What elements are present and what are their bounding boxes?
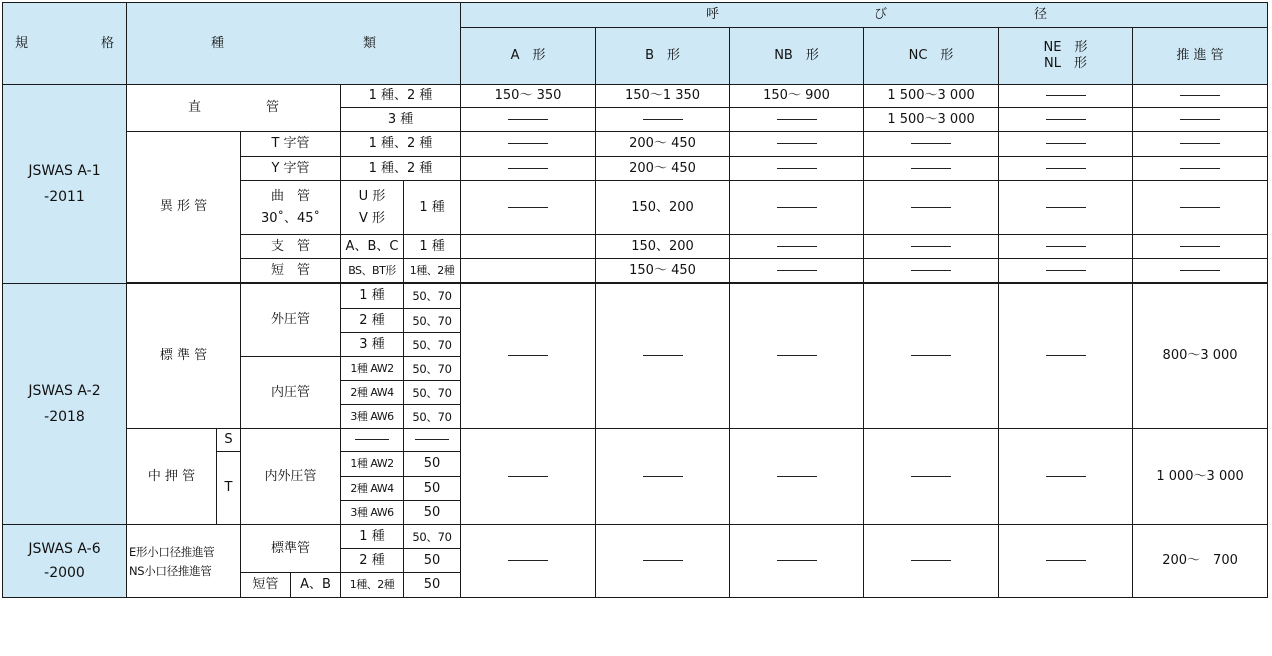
dash-cell bbox=[596, 429, 730, 525]
ns-small: NS小口径推進管 bbox=[129, 563, 212, 578]
dash-cell bbox=[1133, 85, 1268, 108]
aw2: 1種 AW2 bbox=[341, 357, 404, 381]
dash-cell bbox=[1133, 157, 1268, 181]
a6-s1: 1 種 bbox=[341, 525, 404, 549]
dash-cell bbox=[1133, 259, 1268, 283]
nakaoshi-kan: 中 押 管 bbox=[127, 429, 217, 525]
col-nb: NB 形 bbox=[730, 28, 864, 85]
a6-shu12: 1種、2種 bbox=[341, 573, 404, 598]
aw2-v: 50、70 bbox=[404, 357, 461, 381]
dash-cell bbox=[341, 429, 404, 452]
a6-tankan-row bbox=[241, 573, 341, 598]
yobi-1: 呼 bbox=[706, 7, 720, 22]
dash-cell bbox=[864, 181, 999, 235]
gaiatsu-kan: 外圧管 bbox=[241, 284, 341, 357]
dash-cell bbox=[864, 132, 999, 157]
cell: 150～ 900 bbox=[730, 85, 864, 108]
col-ne: NE 形 bbox=[1043, 40, 1088, 55]
tji-kan: T 字管 bbox=[241, 132, 341, 157]
dash-cell bbox=[999, 181, 1133, 235]
cell: 150、200 bbox=[596, 235, 730, 259]
aw6-v: 50、70 bbox=[404, 405, 461, 429]
std-a2-year: -2018 bbox=[44, 409, 85, 425]
uv-kei bbox=[341, 181, 404, 235]
suishin-a6: 200～ 700 bbox=[1133, 525, 1268, 598]
chokkan-shu3: 3 種 bbox=[341, 108, 461, 132]
shikan-abc: A、B、C bbox=[341, 235, 404, 259]
u-kei: U 形 bbox=[358, 188, 386, 204]
e-small: E形小口径推進管 bbox=[129, 544, 215, 559]
g3-v: 50、70 bbox=[404, 333, 461, 357]
a6-s2-v: 50 bbox=[404, 549, 461, 573]
header-kikaku bbox=[3, 3, 127, 85]
yji-kan: Y 字管 bbox=[241, 157, 341, 181]
cell: 150～ 350 bbox=[461, 85, 596, 108]
dash-cell bbox=[1133, 235, 1268, 259]
col-a: A 形 bbox=[461, 28, 596, 85]
empty-cell bbox=[461, 259, 596, 283]
dash-cell bbox=[730, 108, 864, 132]
dash-cell bbox=[730, 284, 864, 429]
kikaku-left: 規 bbox=[15, 35, 29, 51]
dash-cell bbox=[730, 157, 864, 181]
dash-cell bbox=[461, 181, 596, 235]
dash-cell bbox=[864, 525, 999, 598]
a6-s2: 2 種 bbox=[341, 549, 404, 573]
dash-cell bbox=[864, 284, 999, 429]
std-a1-year: -2011 bbox=[44, 189, 85, 205]
n-aw6-v: 50 bbox=[404, 501, 461, 525]
std-a2 bbox=[3, 284, 127, 525]
std-a6-year: -2000 bbox=[44, 565, 85, 581]
cell: 200～ 450 bbox=[596, 132, 730, 157]
dash-cell bbox=[461, 108, 596, 132]
cell: 200～ 450 bbox=[596, 157, 730, 181]
dash-cell bbox=[461, 284, 596, 429]
n-aw2-v: 50 bbox=[404, 452, 461, 477]
g1-v: 50、70 bbox=[404, 284, 461, 309]
a6-s1-v: 50、70 bbox=[404, 525, 461, 549]
v-kei: V 形 bbox=[358, 210, 386, 226]
dash-cell bbox=[461, 525, 596, 598]
aw4-v: 50、70 bbox=[404, 381, 461, 405]
yji-shu: 1 種、2 種 bbox=[341, 157, 461, 181]
shurui-left: 種 bbox=[211, 35, 225, 51]
dash-cell bbox=[461, 429, 596, 525]
ikei-kan: 異 形 管 bbox=[127, 132, 241, 283]
aw4: 2種 AW4 bbox=[341, 381, 404, 405]
n-aw2: 1種 AW2 bbox=[341, 452, 404, 477]
tankan: 短 管 bbox=[241, 259, 341, 283]
dash-cell bbox=[864, 259, 999, 283]
dash-cell bbox=[596, 284, 730, 429]
kyoku-kan bbox=[241, 181, 341, 235]
suishin-a2-1: 800～3 000 bbox=[1133, 284, 1268, 429]
naiatsu-kan: 内圧管 bbox=[241, 357, 341, 429]
dash-cell bbox=[730, 132, 864, 157]
header-yobikei bbox=[461, 3, 1268, 28]
kikaku-right: 格 bbox=[100, 35, 114, 51]
suishin-a2-2: 1 000～3 000 bbox=[1133, 429, 1268, 525]
dash-cell bbox=[864, 429, 999, 525]
n-aw4: 2種 AW4 bbox=[341, 477, 404, 501]
chokkan-shu12: 1 種、2 種 bbox=[341, 85, 461, 108]
dash-cell bbox=[1133, 181, 1268, 235]
shikan-shu: 1 種 bbox=[404, 235, 461, 259]
cell: 150～ 450 bbox=[596, 259, 730, 283]
dash-cell bbox=[864, 157, 999, 181]
empty-cell bbox=[461, 235, 596, 259]
chokkan: 直 管 bbox=[127, 85, 341, 132]
std-a6 bbox=[3, 525, 127, 598]
dash-cell bbox=[999, 284, 1133, 429]
dash-cell bbox=[730, 525, 864, 598]
g1: 1 種 bbox=[341, 284, 404, 309]
std-a6-name: JSWAS A-6 bbox=[28, 541, 101, 557]
dash-cell bbox=[461, 132, 596, 157]
dash-cell bbox=[999, 235, 1133, 259]
col-b: B 形 bbox=[596, 28, 730, 85]
col-nc: NC 形 bbox=[864, 28, 999, 85]
g2-v: 50、70 bbox=[404, 309, 461, 333]
small-dia bbox=[127, 525, 241, 598]
cell: 1 500～3 000 bbox=[864, 108, 999, 132]
std-a1-name: JSWAS A-1 bbox=[28, 163, 101, 179]
dash-cell bbox=[1133, 132, 1268, 157]
g2: 2 種 bbox=[341, 309, 404, 333]
pipe-spec-table bbox=[2, 2, 1268, 598]
yobi-3: 径 bbox=[1034, 7, 1048, 22]
hyojun-kan: 標 準 管 bbox=[127, 284, 241, 429]
dash-cell bbox=[461, 157, 596, 181]
dash-cell bbox=[730, 259, 864, 283]
aw6: 3種 AW6 bbox=[341, 405, 404, 429]
dash-cell bbox=[596, 108, 730, 132]
dash-cell bbox=[999, 525, 1133, 598]
kyoku-shu: 1 種 bbox=[404, 181, 461, 235]
tji-shu: 1 種、2 種 bbox=[341, 132, 461, 157]
col-suishin: 推 進 管 bbox=[1133, 28, 1268, 85]
t-mark: T bbox=[217, 452, 241, 525]
cell: 150、200 bbox=[596, 181, 730, 235]
dash-cell bbox=[999, 157, 1133, 181]
s-mark: S bbox=[217, 429, 241, 452]
kyoku-label: 曲 管 bbox=[270, 188, 310, 204]
col-ne-nl bbox=[999, 28, 1133, 85]
g3: 3 種 bbox=[341, 333, 404, 357]
a6-tankan: 短管 bbox=[241, 573, 291, 597]
dash-cell bbox=[864, 235, 999, 259]
std-a2-name: JSWAS A-2 bbox=[28, 383, 101, 399]
naigai-kan: 内外圧管 bbox=[241, 429, 341, 525]
a6-ab: A、B bbox=[300, 577, 331, 592]
dash-cell bbox=[999, 132, 1133, 157]
dash-cell bbox=[999, 108, 1133, 132]
n-aw4-v: 50 bbox=[404, 477, 461, 501]
dash-cell bbox=[999, 85, 1133, 108]
dash-cell bbox=[596, 525, 730, 598]
std-a1 bbox=[3, 85, 127, 284]
dash-cell bbox=[1133, 108, 1268, 132]
header-shurui bbox=[127, 3, 461, 85]
dash-cell bbox=[730, 181, 864, 235]
col-nl: NL 形 bbox=[1044, 56, 1088, 71]
hyojunkan-a6: 標準管 bbox=[241, 525, 341, 573]
a6-tank-v: 50 bbox=[404, 573, 461, 598]
cell: 150～1 350 bbox=[596, 85, 730, 108]
dash-cell bbox=[999, 429, 1133, 525]
cell: 1 500～3 000 bbox=[864, 85, 999, 108]
dash-cell bbox=[730, 429, 864, 525]
yobi-2: び bbox=[874, 7, 888, 22]
n-aw6: 3種 AW6 bbox=[341, 501, 404, 525]
shikan: 支 管 bbox=[241, 235, 341, 259]
kyoku-angle: 30˚、45˚ bbox=[260, 210, 321, 226]
dash-cell bbox=[404, 429, 461, 452]
tankan-bsbt: BS、BT形 bbox=[341, 259, 404, 283]
dash-cell bbox=[730, 235, 864, 259]
shurui-right: 類 bbox=[363, 35, 377, 51]
tankan-shu: 1種、2種 bbox=[404, 259, 461, 283]
dash-cell bbox=[999, 259, 1133, 283]
